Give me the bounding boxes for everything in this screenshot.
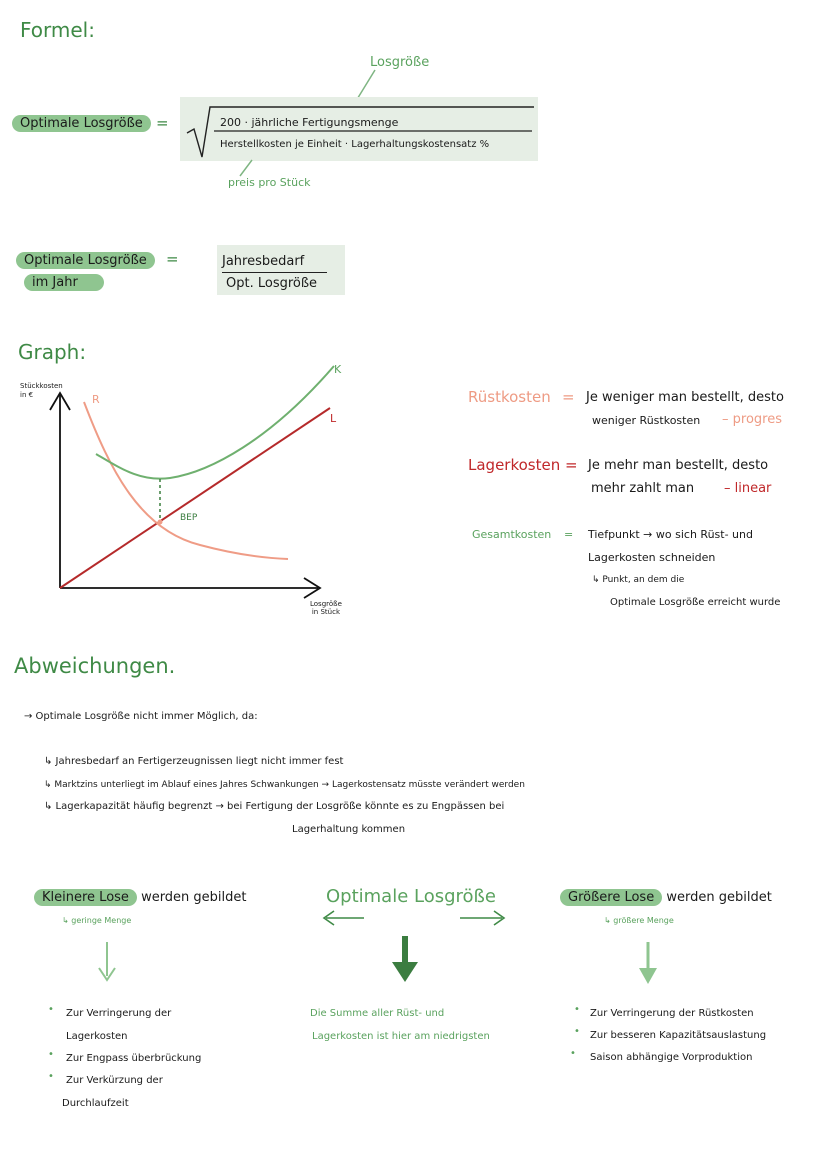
abweichungen-intro: → Optimale Losgröße nicht immer Möglich, da: (24, 711, 258, 722)
kleinere-lose-sub: ↳ geringe Menge (62, 916, 132, 925)
lager-term: Lagerkosten (468, 456, 561, 474)
groessere-lose-highlight: Größere Lose (560, 889, 662, 906)
ruestkosten-curve (84, 402, 288, 559)
formula-denominator: Herstellkosten je Einheit · Lagerhaltungskostensatz % (220, 139, 490, 150)
optimale-losgroesse-jahr-label-2: im Jahr (24, 274, 104, 291)
formula-numerator: 200 · jährliche Fertigungsmenge (220, 116, 399, 129)
lager-line-1: Je mehr man bestellt, desto (588, 458, 769, 473)
left-bullet-1-cont: Lagerkosten (66, 1031, 128, 1042)
cost-graph (40, 360, 340, 610)
x-axis-label-1: Losgröße (310, 600, 342, 608)
right-bullet-dot-1: • (574, 1004, 580, 1015)
center-line-2: Lagerkosten ist hier am niedrigsten (312, 1031, 490, 1042)
left-bullet-3: Zur Verkürzung der (66, 1075, 163, 1086)
abweichung-item-2: ↳ Marktzins unterliegt im Ablauf eines Jahres Schwankungen → Lagerkostensatz müsste verändert werden (44, 780, 525, 790)
graph-heading: Graph: (18, 340, 87, 364)
ruest-term: Rüstkosten (468, 388, 551, 406)
center-line-1: Die Summe aller Rüst- und (310, 1008, 445, 1019)
fraction-denominator: Opt. Losgröße (226, 276, 318, 291)
left-bullet-dot-1: • (48, 1004, 54, 1015)
label-l: L (330, 412, 337, 425)
right-bullet-dot-2: • (574, 1026, 580, 1037)
direction-arrows (320, 906, 510, 930)
label-bep: BEP (180, 513, 198, 523)
y-axis-label: Stückkosten in € (20, 382, 63, 399)
ruest-line-1: Je weniger man bestellt, desto (586, 390, 784, 405)
abweichung-item-3: ↳ Lagerkapazität häufig begrenzt → bei Fertigung der Losgröße könnte es zu Engpässen bei (44, 801, 505, 812)
left-bullet-3-cont: Durchlaufzeit (62, 1098, 129, 1109)
right-bullet-2: Zur besseren Kapazitätsauslastung (590, 1030, 767, 1041)
left-down-arrow (96, 940, 118, 984)
center-down-arrow (390, 934, 420, 984)
right-bullet-1: Zur Verringerung der Rüstkosten (590, 1008, 754, 1019)
left-bullet-dot-2: • (48, 1049, 54, 1060)
gesamtkosten-curve (96, 366, 337, 479)
right-bullet-dot-3: • (570, 1048, 576, 1059)
equals-sign-2: = (166, 250, 179, 268)
equals-sign: = (156, 114, 169, 132)
bep-point (158, 520, 163, 525)
abweichung-item-3-cont: Lagerhaltung kommen (292, 824, 406, 835)
kleinere-lose-highlight: Kleinere Lose (34, 889, 137, 906)
x-axis-label-2: in Stück (311, 608, 340, 616)
left-bullet-2: Zur Engpass überbrückung (66, 1053, 202, 1064)
kleinere-lose-rest: werden gebildet (141, 890, 247, 905)
left-bullet-1: Zur Verringerung der (66, 1008, 172, 1019)
groessere-lose-rest: werden gebildet (666, 890, 772, 905)
lagerkosten-line (60, 408, 330, 588)
kleinere-lose-row (34, 890, 247, 905)
gesamt-line-1: Tiefpunkt → wo sich Rüst- und (588, 528, 753, 541)
gesamt-eq: = (564, 528, 574, 541)
lager-line-2: mehr zahlt man (591, 481, 695, 496)
ruest-type: – progres (722, 412, 782, 427)
gesamt-line-4: Optimale Losgröße erreicht wurde (610, 597, 781, 608)
x-axis-label (310, 600, 342, 616)
ruest-line-2: weniger Rüstkosten (592, 414, 701, 427)
lager-eq: = (565, 456, 578, 474)
optimale-losgroesse-label: Optimale Losgröße (12, 115, 151, 132)
label-r: R (92, 393, 100, 406)
abweichungen-heading: Abweichungen. (14, 654, 176, 678)
optimale-losgroesse-jahr-label-1: Optimale Losgröße (16, 252, 155, 269)
lager-type: – linear (724, 481, 772, 496)
sqrt-symbol (184, 99, 536, 161)
gesamt-term: Gesamtkosten (472, 528, 552, 541)
ruest-eq: = (562, 388, 575, 406)
label-k: K (334, 363, 342, 376)
abweichung-item-1: ↳ Jahresbedarf an Fertigerzeugnissen liegt nicht immer fest (44, 756, 344, 767)
price-pointer (234, 158, 254, 178)
fraction-line (222, 272, 327, 273)
gesamt-line-3: ↳ Punkt, an dem die (592, 575, 685, 585)
groessere-lose-sub: ↳ größere Menge (604, 916, 674, 925)
left-bullet-dot-3: • (48, 1071, 54, 1082)
groessere-lose-row (560, 890, 772, 905)
gesamt-line-2: Lagerkosten schneiden (588, 551, 716, 564)
right-bullet-3: Saison abhängige Vorproduktion (590, 1052, 753, 1063)
losgroesse-note: Losgröße (370, 55, 430, 70)
optimale-losgroesse-title: Optimale Losgröße (326, 886, 496, 907)
right-down-arrow (636, 940, 660, 988)
formel-heading: Formel: (20, 18, 95, 42)
fraction-numerator: Jahresbedarf (222, 254, 305, 269)
price-note: preis pro Stück (228, 176, 311, 189)
